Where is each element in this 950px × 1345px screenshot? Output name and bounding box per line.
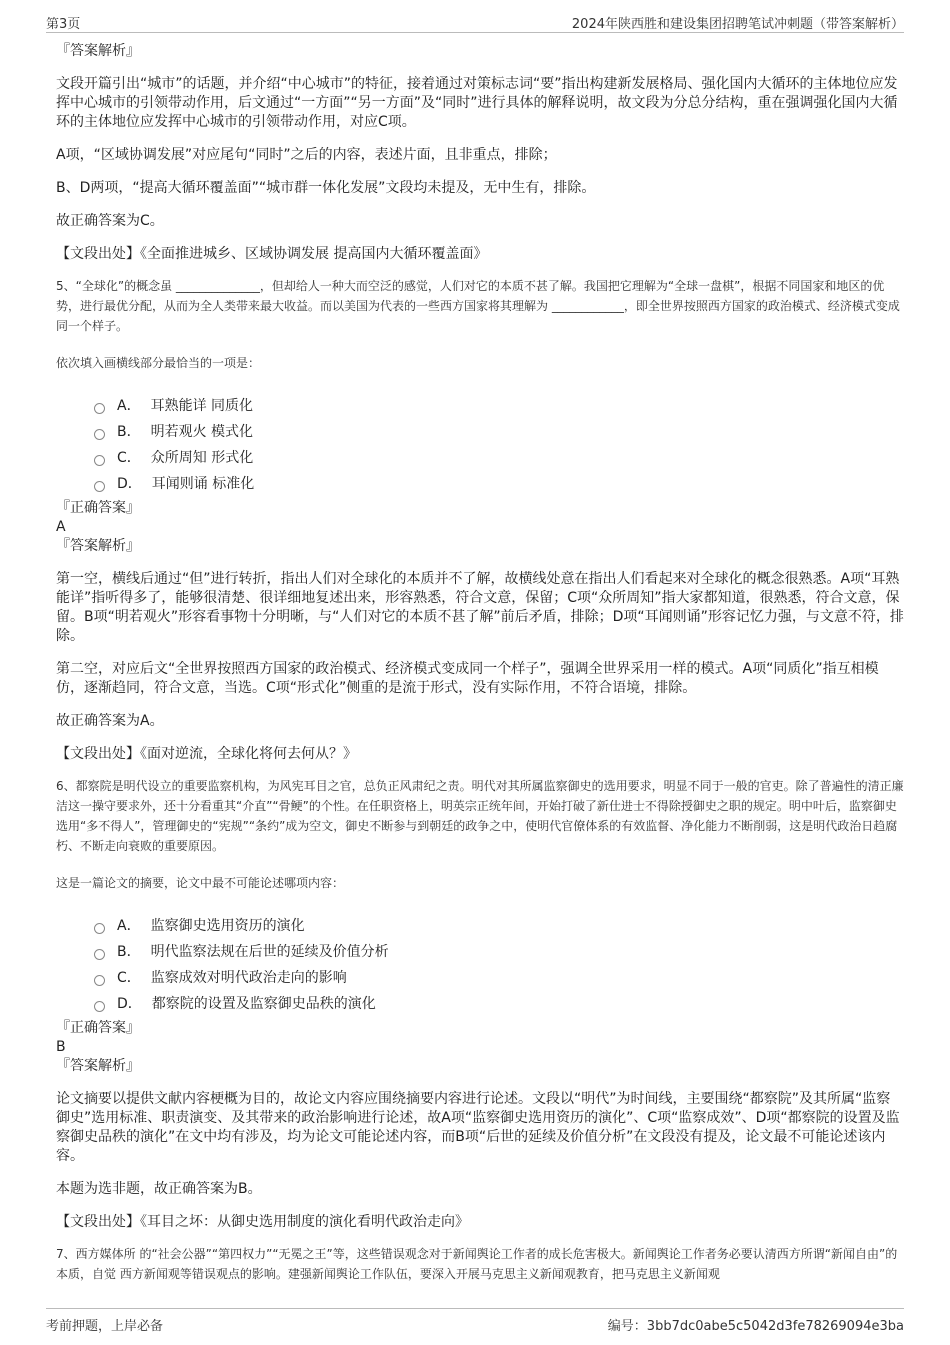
radio-icon[interactable] <box>94 1001 105 1012</box>
radio-icon[interactable] <box>94 429 105 440</box>
question-stem: 6、都察院是明代设立的重要监察机构，为风宪耳目之官，总负正风肃纪之责。明代对其所属监察御史的选用要求，明显不同于一般的官吏。除了普遍性的清正廉洁这一操守要求外，还十分看重其“介直”“骨鲠”的个性。在任职资格上，明英宗正统年间，开始打破了新仕进士不得除授御史之职的规定。明中叶后，监察御史选用“多不得人”，管理御史的“宪规”“条约”成为空文，御史不断参与到朝廷的政争之中，使明代官僚体系的有效监督、净化能力不断削弱，这是明代政治日趋腐朽、不断走向衰败的重要原因。 <box>56 779 904 853</box>
source-citation: 【文段出处】《全面推进城乡、区域协调发展 提高国内大循环覆盖面》 <box>56 246 488 262</box>
page-header <box>46 10 904 33</box>
option-list <box>94 913 904 1017</box>
correct-answer-label: 『正确答案』 <box>56 1020 140 1036</box>
radio-icon[interactable] <box>94 455 105 466</box>
analysis-label: 『答案解析』 <box>56 1058 140 1074</box>
analysis-paragraph: 第二空，对应后文“全世界按照西方国家的政治模式、经济模式变成同一个样子”，强调全世界采用一样的模式。A项“同质化”指互相模仿，逐渐趋同，符合文意，当选。C项“形式化”侧重的是流于形式，没有实际作用，不符合语境，排除。 <box>56 661 879 696</box>
analysis-conclusion: 故正确答案为A。 <box>56 713 164 729</box>
analysis-paragraph: A项，“区域协调发展”对应尾句“同时”之后的内容，表述片面，且非重点，排除； <box>56 147 557 163</box>
question-6 <box>56 776 904 1232</box>
question-stem: 7、西方媒体所 的“社会公器”“第四权力”“无冕之王”等，这些错误观念对于新闻舆论工作者的成长危害极大。新闻舆论工作者务必要认清西方所谓“新闻自由”的本质，自觉 西方新闻观等错误观点的影响。建强新闻舆论工作队伍，要深入开展马克思主义新闻观教育，把马克思主义新闻观 <box>56 1247 898 1281</box>
question-stem: 5、“全球化”的概念虽 ______________，但却给人一种大而空泛的感觉，人们对它的本质不甚了解。我国把它理解为“全球一盘棋”，根据不同国家和地区的优势，进行最优分配，从而为全人类带来最大收益。而以美国为代表的一些西方国家将其理解为 ____________，即全世界按照西方国家的政治模式、经济模式变成同一个样子。 <box>56 279 900 333</box>
correct-answer-label: 『正确答案』 <box>56 500 140 516</box>
document-serial: 编号：3bb7dc0abe5c5042d3fe78269094e3ba <box>607 1319 904 1334</box>
analysis-label: 『答案解析』 <box>56 538 140 554</box>
question-4-tail <box>56 42 904 264</box>
option-list <box>94 393 904 497</box>
analysis-paragraph: 文段开篇引出“城市”的话题，并介绍“中心城市”的特征，接着通过对策标志词“要”指出构建新发展格局、强化国内大循环的主体地位应发挥中心城市的引领带动作用，后文通过“一方面”“另一方面”及“同时”进行具体的解释说明，故文段为分总分结构，重在强调强化国内大循环的主体地位应发挥中心城市的引领带动作用，对应C项。 <box>56 76 898 130</box>
source-citation: 【文段出处】《耳目之坏：从御史选用制度的演化看明代政治走向》 <box>56 1214 469 1230</box>
question-7 <box>56 1244 904 1284</box>
option-c[interactable]: C． 监察成效对明代政治走向的影响 <box>94 965 904 991</box>
correct-answer: B <box>56 1039 66 1055</box>
option-c[interactable]: C． 众所周知 形式化 <box>94 445 904 471</box>
page-number: 第3页 <box>46 17 81 32</box>
radio-icon[interactable] <box>94 923 105 934</box>
option-a[interactable]: A． 耳熟能详 同质化 <box>94 393 904 419</box>
option-d[interactable]: D． 耳闻则诵 标准化 <box>94 471 904 497</box>
blank-2: ____________ <box>551 299 624 313</box>
question-prompt: 依次填入画横线部分最恰当的一项是： <box>56 356 261 370</box>
footer-slogan: 考前押题，上岸必备 <box>46 1319 164 1334</box>
page-content <box>56 42 904 1284</box>
correct-answer: A <box>56 519 66 535</box>
analysis-paragraph: 论文摘要以提供文献内容梗概为目的，故论文内容应围绕摘要内容进行论述。文段以“明代”为时间线，主要围绕“都察院”及其所属“监察御史”选用标准、职责演变、及其带来的政治影响进行论述，故A项“监察御史选用资历的演化”、C项“监察成效”、D项“都察院的设置及监察御史品秩的演化”在文中均有涉及，均为论文可能论述内容，而B项“后世的延续及价值分析”在文段没有提及，论文最不可能论述该内容。 <box>56 1091 900 1164</box>
option-b[interactable]: B． 明代监察法规在后世的延续及价值分析 <box>94 939 904 965</box>
radio-icon[interactable] <box>94 975 105 986</box>
blank-1: ______________ <box>175 279 260 293</box>
question-prompt: 这是一篇论文的摘要，论文中最不可能论述哪项内容： <box>56 876 345 890</box>
option-b[interactable]: B． 明若观火 模式化 <box>94 419 904 445</box>
option-d[interactable]: D． 都察院的设置及监察御史品秩的演化 <box>94 991 904 1017</box>
radio-icon[interactable] <box>94 481 105 492</box>
question-number: 5、 <box>56 279 76 293</box>
question-5 <box>56 276 904 764</box>
radio-icon[interactable] <box>94 949 105 960</box>
radio-icon[interactable] <box>94 403 105 414</box>
analysis-paragraph: 第一空，横线后通过“但”进行转折，指出人们对全球化的本质并不了解，故横线处意在指出人们看起来对全球化的概念很熟悉。A项“耳熟能详”指听得多了，能够很清楚、很详细地复述出来，形容熟悉，符合文意，保留；C项“众所周知”指大家都知道，很熟悉，符合文意，保留。B项“明若观火”形容看事物十分明晰，与“人们对它的本质不甚了解”前后矛盾，排除；D项“耳闻则诵”形容记忆力强，与文意不符，排除。 <box>56 571 904 644</box>
analysis-conclusion: 本题为选非题，故正确答案为B。 <box>56 1181 262 1197</box>
document-title: 2024年陕西胜和建设集团招聘笔试冲刺题（带答案解析） <box>571 17 904 32</box>
page-footer <box>46 1308 904 1335</box>
analysis-paragraph: B、D两项，“提高大循环覆盖面”“城市群一体化发展”文段均未提及，无中生有，排除。 <box>56 180 596 196</box>
question-number: 7、 <box>56 1247 76 1261</box>
source-citation: 【文段出处】《面对逆流，全球化将何去何从？》 <box>56 746 357 762</box>
option-a[interactable]: A． 监察御史选用资历的演化 <box>94 913 904 939</box>
analysis-conclusion: 故正确答案为C。 <box>56 213 164 229</box>
question-number: 6、 <box>56 779 76 793</box>
analysis-label: 『答案解析』 <box>56 43 140 59</box>
